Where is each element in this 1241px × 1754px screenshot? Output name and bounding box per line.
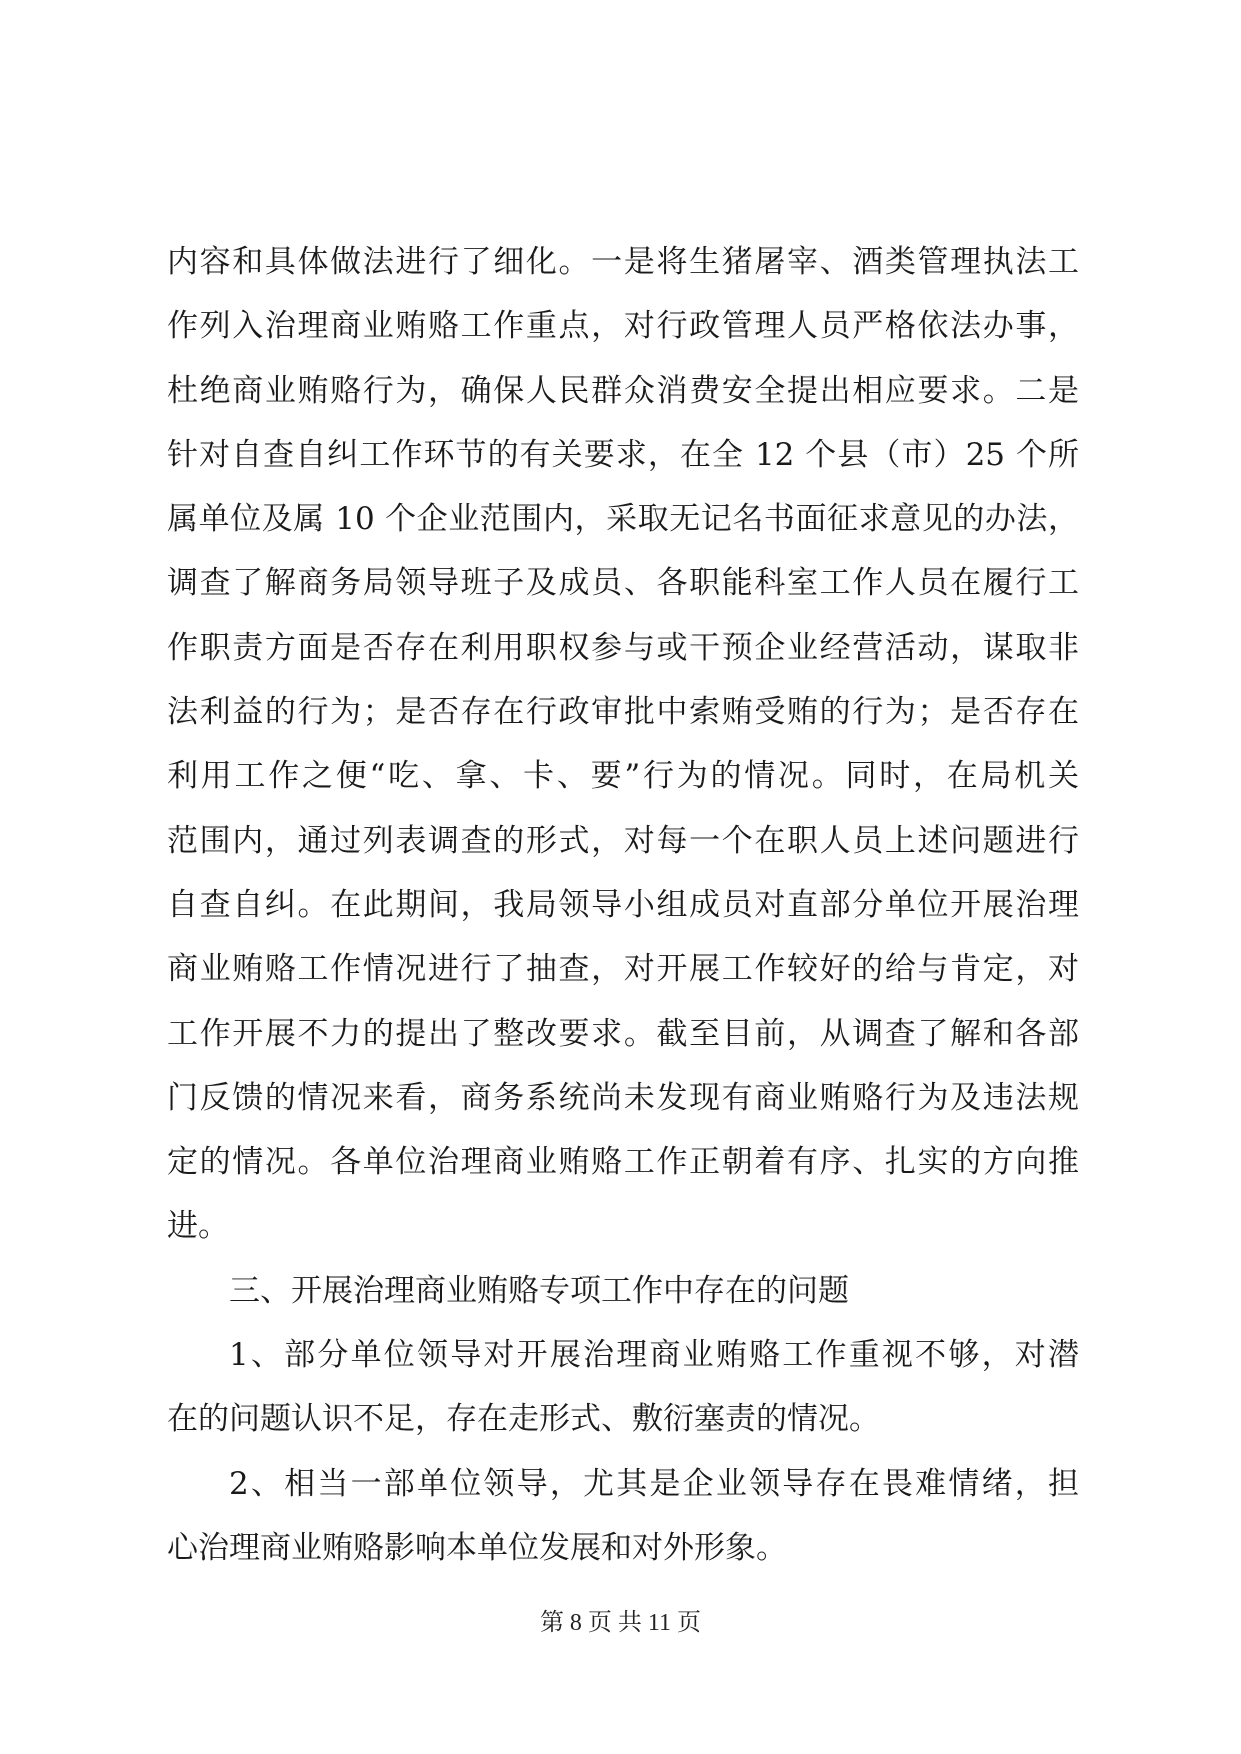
page-number-footer: 第 8 页 共 11 页 xyxy=(539,1610,702,1636)
paragraph-line: 工作开展不力的提出了整改要求。截至目前，从调查了解和各部 xyxy=(167,1015,1079,1052)
paragraph-line: 作职责方面是否存在利用职权参与或干预企业经营活动，谋取非 xyxy=(167,629,1079,666)
paragraph-line: 定的情况。各单位治理商业贿赂工作正朝着有序、扎实的方向推 xyxy=(167,1144,1079,1181)
paragraph-line: 针对自查自纠工作环节的有关要求，在全 12 个县（市）25 个所 xyxy=(167,436,1079,473)
section-heading: 三、开展治理商业贿赂专项工作中存在的问题 xyxy=(229,1272,849,1309)
paragraph-line: 进。 xyxy=(167,1208,229,1245)
paragraph-line: 作列入治理商业贿赂工作重点，对行政管理人员严格依法办事， xyxy=(167,308,1079,345)
document-body xyxy=(167,230,1079,1580)
paragraph-line: 法利益的行为；是否存在行政审批中索贿受贿的行为；是否存在 xyxy=(167,694,1079,731)
paragraph-line: 门反馈的情况来看，商务系统尚未发现有商业贿赂行为及违法规 xyxy=(167,1079,1079,1116)
paragraph-line: 调查了解商务局领导班子及成员、各职能科室工作人员在履行工 xyxy=(167,565,1079,602)
paragraph-line: 杜绝商业贿赂行为，确保人民群众消费安全提出相应要求。二是 xyxy=(167,372,1079,409)
paragraph-line: 范围内，通过列表调查的形式，对每一个在职人员上述问题进行 xyxy=(167,822,1079,859)
paragraph-line: 属单位及属 10 个企业范围内，采取无记名书面征求意见的办法， xyxy=(167,501,1079,538)
paragraph-line: 自查自纠。在此期间，我局领导小组成员对直部分单位开展治理 xyxy=(167,886,1079,923)
list-item-line: 在的问题认识不足，存在走形式、敷衍塞责的情况。 xyxy=(167,1401,880,1438)
list-item-line: 心治理商业贿赂影响本单位发展和对外形象。 xyxy=(167,1529,787,1566)
list-item-line: 2、相当一部单位领导，尤其是企业领导存在畏难情绪，担 xyxy=(229,1465,1079,1502)
paragraph-line: 商业贿赂工作情况进行了抽查，对开展工作较好的给与肯定，对 xyxy=(167,951,1079,988)
paragraph-line: 内容和具体做法进行了细化。一是将生猪屠宰、酒类管理执法工 xyxy=(167,244,1079,280)
list-item-line: 1、部分单位领导对开展治理商业贿赂工作重视不够，对潜 xyxy=(229,1337,1079,1374)
paragraph-line: 利用工作之便“吃、拿、卡、要”行为的情况。同时，在局机关 xyxy=(167,758,1079,795)
